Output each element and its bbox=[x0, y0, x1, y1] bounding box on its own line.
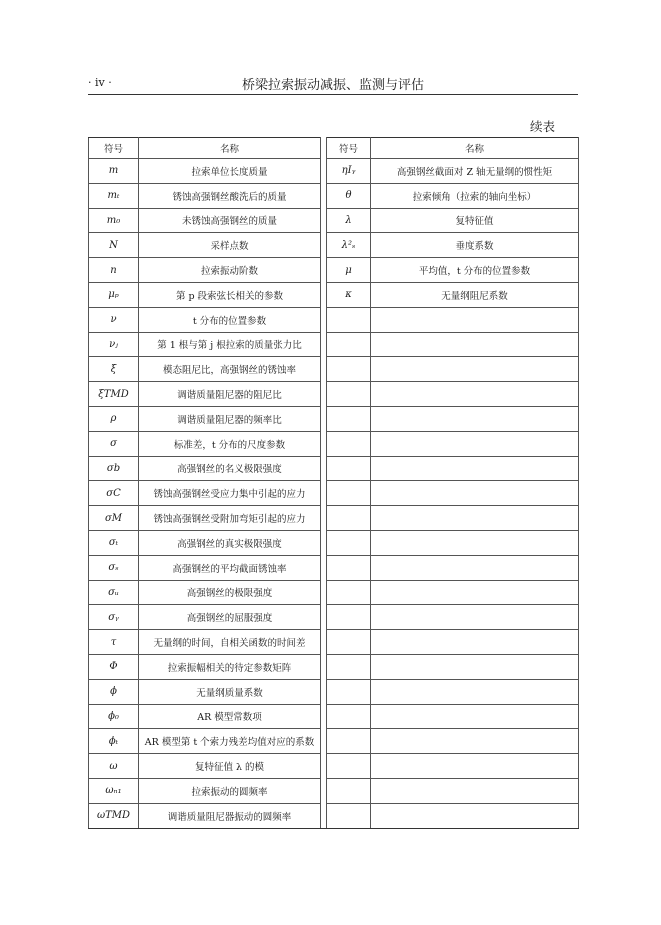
header-symbol-left: 符号 bbox=[89, 138, 139, 159]
continued-label: 续表 bbox=[530, 119, 556, 134]
left-symbol: m₀ bbox=[89, 208, 139, 233]
left-symbol: μₚ bbox=[89, 282, 139, 307]
left-name: 标准差，t 分布的尺度参数 bbox=[139, 431, 321, 456]
right-symbol: θ bbox=[327, 183, 371, 208]
right-name bbox=[371, 382, 579, 407]
left-name: 高强钢丝的屈服强度 bbox=[139, 605, 321, 630]
right-symbol bbox=[327, 630, 371, 655]
right-symbol bbox=[327, 456, 371, 481]
table-row bbox=[89, 159, 579, 184]
left-name: 高强钢丝的名义极限强度 bbox=[139, 456, 321, 481]
left-symbol: νⱼ bbox=[89, 332, 139, 357]
table-row bbox=[89, 530, 579, 555]
right-symbol bbox=[327, 506, 371, 531]
right-symbol bbox=[327, 357, 371, 382]
left-symbol: m bbox=[89, 159, 139, 184]
left-name: 高强钢丝的真实极限强度 bbox=[139, 530, 321, 555]
left-symbol: τ bbox=[89, 630, 139, 655]
right-name bbox=[371, 679, 579, 704]
left-symbol: ϕ bbox=[89, 679, 139, 704]
table-row bbox=[89, 233, 579, 258]
left-name: 锈蚀高强钢丝受附加弯矩引起的应力 bbox=[139, 506, 321, 531]
left-symbol: ρ bbox=[89, 406, 139, 431]
table-row bbox=[89, 481, 579, 506]
left-symbol: ν bbox=[89, 307, 139, 332]
right-name: 高强钢丝截面对 Z 轴无量纲的惯性矩 bbox=[371, 159, 579, 184]
left-name: 无量纲质量系数 bbox=[139, 679, 321, 704]
left-symbol: N bbox=[89, 233, 139, 258]
right-name bbox=[371, 357, 579, 382]
right-name bbox=[371, 481, 579, 506]
left-name: 锈蚀高强钢丝酸洗后的质量 bbox=[139, 183, 321, 208]
right-symbol bbox=[327, 307, 371, 332]
left-symbol: ξTMD bbox=[89, 382, 139, 407]
header-rule bbox=[88, 94, 578, 95]
right-name bbox=[371, 555, 579, 580]
table-row bbox=[89, 679, 579, 704]
right-symbol: λ²ₛ bbox=[327, 233, 371, 258]
right-name: 拉索倾角（拉索的轴向坐标） bbox=[371, 183, 579, 208]
table-row bbox=[89, 258, 579, 283]
table-row bbox=[89, 506, 579, 531]
left-name: 拉索振动阶数 bbox=[139, 258, 321, 283]
left-name: 高强钢丝的平均截面锈蚀率 bbox=[139, 555, 321, 580]
right-symbol bbox=[327, 679, 371, 704]
left-symbol: σₜ bbox=[89, 530, 139, 555]
symbol-table bbox=[88, 137, 579, 829]
left-symbol: ω bbox=[89, 754, 139, 779]
right-symbol bbox=[327, 654, 371, 679]
left-symbol: σᵤ bbox=[89, 580, 139, 605]
right-symbol bbox=[327, 605, 371, 630]
table-header-row bbox=[89, 138, 579, 159]
header-name-right: 名称 bbox=[371, 138, 579, 159]
left-symbol: σC bbox=[89, 481, 139, 506]
left-name: 未锈蚀高强钢丝的质量 bbox=[139, 208, 321, 233]
left-name: 拉索振幅相关的待定参数矩阵 bbox=[139, 654, 321, 679]
left-symbol: ϕ₀ bbox=[89, 704, 139, 729]
right-symbol bbox=[327, 481, 371, 506]
table-row bbox=[89, 803, 579, 828]
left-symbol: Φ bbox=[89, 654, 139, 679]
page-number: · iv · bbox=[88, 76, 112, 89]
right-symbol bbox=[327, 530, 371, 555]
left-name: 调谐质量阻尼器振动的圆频率 bbox=[139, 803, 321, 828]
right-name bbox=[371, 431, 579, 456]
right-name bbox=[371, 704, 579, 729]
right-name bbox=[371, 580, 579, 605]
table-row bbox=[89, 208, 579, 233]
left-name: 高强钢丝的极限强度 bbox=[139, 580, 321, 605]
right-name bbox=[371, 456, 579, 481]
table-row bbox=[89, 630, 579, 655]
right-name bbox=[371, 605, 579, 630]
header-name-left: 名称 bbox=[139, 138, 321, 159]
right-symbol bbox=[327, 555, 371, 580]
table-row bbox=[89, 778, 579, 803]
left-symbol: σᵧ bbox=[89, 605, 139, 630]
right-name bbox=[371, 332, 579, 357]
right-symbol bbox=[327, 729, 371, 754]
right-name bbox=[371, 506, 579, 531]
left-name: 调谐质量阻尼器的频率比 bbox=[139, 406, 321, 431]
table-row bbox=[89, 605, 579, 630]
left-name: AR 模型常数项 bbox=[139, 704, 321, 729]
left-symbol: ξ bbox=[89, 357, 139, 382]
right-symbol bbox=[327, 382, 371, 407]
right-name bbox=[371, 654, 579, 679]
book-title: 桥梁拉索振动减振、监测与评估 bbox=[241, 78, 424, 93]
left-symbol: ωₙ₁ bbox=[89, 778, 139, 803]
right-name bbox=[371, 778, 579, 803]
left-symbol: ωTMD bbox=[89, 803, 139, 828]
right-symbol: λ bbox=[327, 208, 371, 233]
right-symbol bbox=[327, 406, 371, 431]
right-symbol: κ bbox=[327, 282, 371, 307]
table-row bbox=[89, 729, 579, 754]
right-symbol: ηIᵧ bbox=[327, 159, 371, 184]
right-name bbox=[371, 803, 579, 828]
right-name: 无量纲阻尼系数 bbox=[371, 282, 579, 307]
right-symbol bbox=[327, 332, 371, 357]
left-name: 拉索单位长度质量 bbox=[139, 159, 321, 184]
left-symbol: σ bbox=[89, 431, 139, 456]
left-name: 第 p 段索弦长相关的参数 bbox=[139, 282, 321, 307]
left-symbol: σₛ bbox=[89, 555, 139, 580]
right-name bbox=[371, 754, 579, 779]
left-name: 调谐质量阻尼器的阻尼比 bbox=[139, 382, 321, 407]
left-name: 拉索振动的圆频率 bbox=[139, 778, 321, 803]
left-name: 采样点数 bbox=[139, 233, 321, 258]
table-row bbox=[89, 431, 579, 456]
left-name: 第 1 根与第 j 根拉索的质量张力比 bbox=[139, 332, 321, 357]
table-row bbox=[89, 307, 579, 332]
table-row bbox=[89, 754, 579, 779]
table-row bbox=[89, 357, 579, 382]
left-symbol: σb bbox=[89, 456, 139, 481]
right-name: 平均值，t 分布的位置参数 bbox=[371, 258, 579, 283]
left-symbol: n bbox=[89, 258, 139, 283]
right-name bbox=[371, 630, 579, 655]
left-symbol: mₜ bbox=[89, 183, 139, 208]
table-row bbox=[89, 332, 579, 357]
table-body bbox=[89, 159, 579, 829]
header-symbol-right: 符号 bbox=[327, 138, 371, 159]
right-name bbox=[371, 406, 579, 431]
table-row bbox=[89, 382, 579, 407]
right-name: 垂度系数 bbox=[371, 233, 579, 258]
left-name: 模态阻尼比，高强钢丝的锈蚀率 bbox=[139, 357, 321, 382]
table-row bbox=[89, 406, 579, 431]
table-row bbox=[89, 282, 579, 307]
right-name: 复特征值 bbox=[371, 208, 579, 233]
table-row bbox=[89, 456, 579, 481]
right-symbol bbox=[327, 704, 371, 729]
table-row bbox=[89, 555, 579, 580]
table-row bbox=[89, 704, 579, 729]
right-symbol bbox=[327, 754, 371, 779]
right-symbol bbox=[327, 778, 371, 803]
table-row bbox=[89, 183, 579, 208]
right-name bbox=[371, 729, 579, 754]
right-name bbox=[371, 530, 579, 555]
right-symbol bbox=[327, 431, 371, 456]
table-row bbox=[89, 654, 579, 679]
right-symbol bbox=[327, 580, 371, 605]
right-name bbox=[371, 307, 579, 332]
left-name: 复特征值 λ 的模 bbox=[139, 754, 321, 779]
right-symbol: μ bbox=[327, 258, 371, 283]
left-symbol: σM bbox=[89, 506, 139, 531]
left-symbol: ϕₜ bbox=[89, 729, 139, 754]
left-name: 无量纲的时间，自相关函数的时间差 bbox=[139, 630, 321, 655]
left-name: AR 模型第 t 个索力残差均值对应的系数 bbox=[139, 729, 321, 754]
left-name: t 分布的位置参数 bbox=[139, 307, 321, 332]
page-header bbox=[88, 74, 578, 94]
right-symbol bbox=[327, 803, 371, 828]
table-row bbox=[89, 580, 579, 605]
left-name: 锈蚀高强钢丝受应力集中引起的应力 bbox=[139, 481, 321, 506]
